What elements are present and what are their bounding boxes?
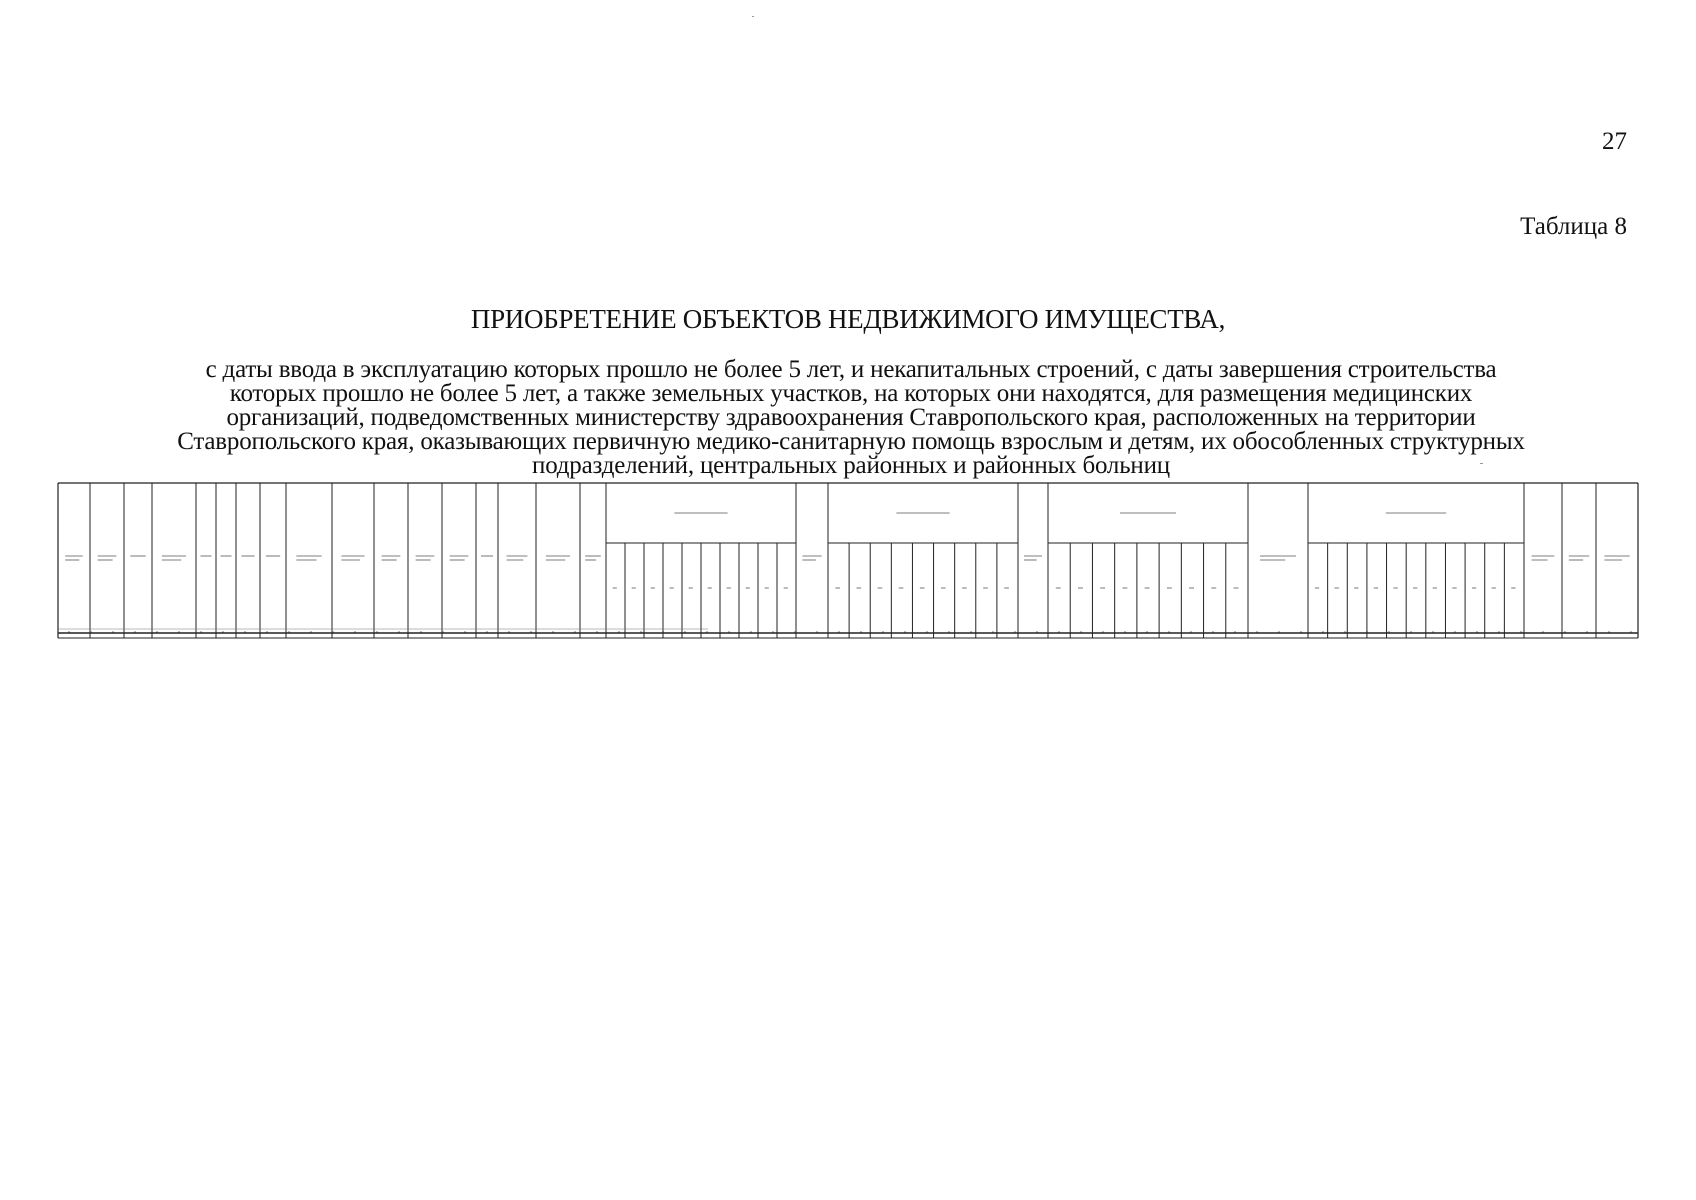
data-table-grid <box>58 483 1638 641</box>
subtitle-line: с даты ввода в эксплуатацию которых прошло не более 5 лет, и некапитальных строений, с даты завершения строительства <box>205 356 1497 383</box>
subtitle-line: организаций, подведомственных министерству здравоохранения Ставропольского края, расположенных на территории <box>226 404 1476 431</box>
subtitle-line: подразделений, центральных районных и районных больниц <box>532 452 1170 479</box>
scan-speck <box>752 16 754 17</box>
document-subtitle <box>62 358 1640 478</box>
scan-speck <box>1480 463 1483 464</box>
subtitle-line: Ставропольского края, оказывающих первичную медико-санитарную помощь взрослым и детям, их обособленных структурных <box>177 428 1525 455</box>
table-label: Таблица 8 <box>1520 213 1627 240</box>
subtitle-line: которых прошло не более 5 лет, а также земельных участков, на которых они находятся, для размещения медицинских <box>229 380 1473 407</box>
page-number: 27 <box>1602 128 1627 155</box>
document-title: ПРИОБРЕТЕНИЕ ОБЪЕКТОВ НЕДВИЖИМОГО ИМУЩЕСТВА, <box>470 304 1226 334</box>
